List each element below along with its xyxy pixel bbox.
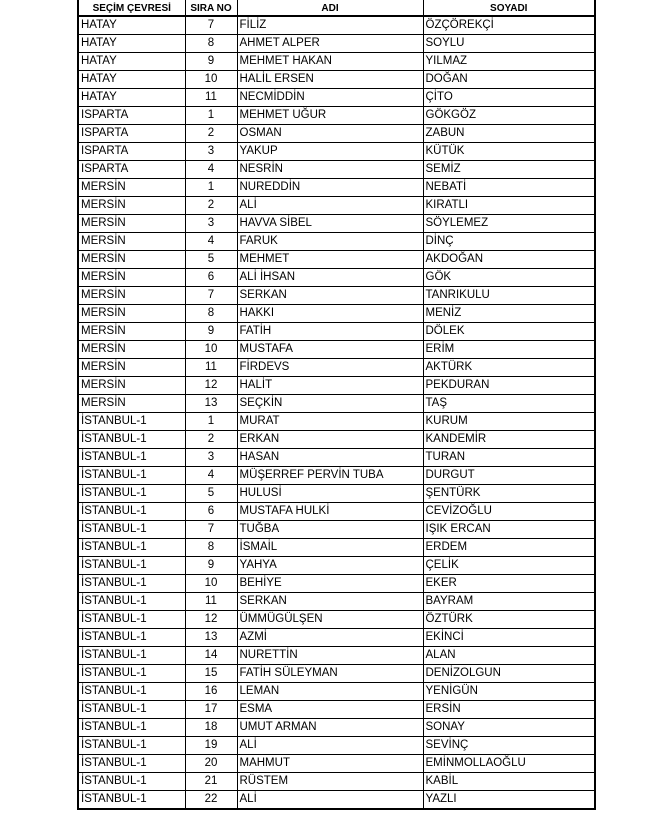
cell-first-name: HALİT xyxy=(237,377,423,395)
table-row xyxy=(78,539,595,557)
cell-order-no: 10 xyxy=(185,575,237,593)
table-row xyxy=(78,719,595,737)
table-row xyxy=(78,413,595,431)
cell-first-name: HAVVA SİBEL xyxy=(237,215,423,233)
cell-surname: TANRIKULU xyxy=(423,287,595,305)
cell-surname: ERİM xyxy=(423,341,595,359)
cell-electoral-district: İSTANBUL-1 xyxy=(78,683,185,701)
cell-electoral-district: HATAY xyxy=(78,71,185,89)
cell-electoral-district: İSTANBUL-1 xyxy=(78,503,185,521)
table-row xyxy=(78,215,595,233)
cell-first-name: LEMAN xyxy=(237,683,423,701)
cell-surname: DÖLEK xyxy=(423,323,595,341)
cell-electoral-district: HATAY xyxy=(78,16,185,35)
cell-surname: BAYRAM xyxy=(423,593,595,611)
cell-order-no: 12 xyxy=(185,611,237,629)
cell-first-name: SERKAN xyxy=(237,593,423,611)
cell-electoral-district: İSTANBUL-1 xyxy=(78,413,185,431)
cell-first-name: ALİ İHSAN xyxy=(237,269,423,287)
cell-order-no: 6 xyxy=(185,269,237,287)
cell-order-no: 20 xyxy=(185,755,237,773)
cell-order-no: 16 xyxy=(185,683,237,701)
cell-electoral-district: MERSİN xyxy=(78,197,185,215)
table-row xyxy=(78,143,595,161)
table-row xyxy=(78,71,595,89)
cell-electoral-district: MERSİN xyxy=(78,305,185,323)
table-row xyxy=(78,89,595,107)
cell-surname: IŞIK ERCAN xyxy=(423,521,595,539)
cell-order-no: 7 xyxy=(185,521,237,539)
cell-electoral-district: İSTANBUL-1 xyxy=(78,557,185,575)
cell-electoral-district: İSTANBUL-1 xyxy=(78,665,185,683)
cell-first-name: İSMAİL xyxy=(237,539,423,557)
cell-surname: ŞENTÜRK xyxy=(423,485,595,503)
cell-electoral-district: MERSİN xyxy=(78,287,185,305)
cell-first-name: TUĞBA xyxy=(237,521,423,539)
header-row xyxy=(78,0,595,16)
table-row xyxy=(78,125,595,143)
cell-order-no: 7 xyxy=(185,16,237,35)
table-row xyxy=(78,503,595,521)
cell-first-name: SERKAN xyxy=(237,287,423,305)
cell-order-no: 7 xyxy=(185,287,237,305)
cell-first-name: NUREDDİN xyxy=(237,179,423,197)
cell-surname: AKDOĞAN xyxy=(423,251,595,269)
cell-first-name: NESRİN xyxy=(237,161,423,179)
cell-order-no: 6 xyxy=(185,503,237,521)
cell-electoral-district: İSTANBUL-1 xyxy=(78,593,185,611)
cell-surname: ERDEM xyxy=(423,539,595,557)
cell-first-name: MEHMET xyxy=(237,251,423,269)
cell-order-no: 21 xyxy=(185,773,237,791)
cell-electoral-district: İSTANBUL-1 xyxy=(78,737,185,755)
header-order-no: SIRA NO xyxy=(185,0,237,16)
table-row xyxy=(78,269,595,287)
cell-first-name: MURAT xyxy=(237,413,423,431)
cell-electoral-district: MERSİN xyxy=(78,251,185,269)
cell-electoral-district: İSTANBUL-1 xyxy=(78,521,185,539)
cell-electoral-district: HATAY xyxy=(78,35,185,53)
cell-first-name: RÜSTEM xyxy=(237,773,423,791)
cell-first-name: HAKKI xyxy=(237,305,423,323)
cell-order-no: 4 xyxy=(185,467,237,485)
cell-surname: ÖZTÜRK xyxy=(423,611,595,629)
table-row xyxy=(78,359,595,377)
cell-electoral-district: MERSİN xyxy=(78,359,185,377)
cell-surname: EMİNMOLLAOĞLU xyxy=(423,755,595,773)
table-row xyxy=(78,611,595,629)
cell-electoral-district: HATAY xyxy=(78,53,185,71)
cell-electoral-district: İSTANBUL-1 xyxy=(78,629,185,647)
table-row xyxy=(78,16,595,35)
cell-order-no: 1 xyxy=(185,107,237,125)
table-row xyxy=(78,485,595,503)
cell-first-name: ÜMMÜGÜLŞEN xyxy=(237,611,423,629)
cell-electoral-district: İSTANBUL-1 xyxy=(78,791,185,810)
cell-surname: NEBATİ xyxy=(423,179,595,197)
cell-first-name: HASAN xyxy=(237,449,423,467)
cell-order-no: 13 xyxy=(185,629,237,647)
cell-first-name: HALİL ERSEN xyxy=(237,71,423,89)
table-row xyxy=(78,593,595,611)
cell-order-no: 11 xyxy=(185,359,237,377)
cell-electoral-district: İSTANBUL-1 xyxy=(78,773,185,791)
table-row xyxy=(78,395,595,413)
cell-surname: KANDEMİR xyxy=(423,431,595,449)
cell-first-name: MEHMET UĞUR xyxy=(237,107,423,125)
cell-order-no: 3 xyxy=(185,143,237,161)
cell-surname: GÖKGÖZ xyxy=(423,107,595,125)
cell-surname: YILMAZ xyxy=(423,53,595,71)
table-row xyxy=(78,341,595,359)
cell-first-name: UMUT ARMAN xyxy=(237,719,423,737)
table-body xyxy=(78,16,595,809)
cell-order-no: 3 xyxy=(185,449,237,467)
table-row xyxy=(78,431,595,449)
cell-order-no: 12 xyxy=(185,377,237,395)
table-row xyxy=(78,35,595,53)
cell-order-no: 10 xyxy=(185,71,237,89)
cell-surname: YENİGÜN xyxy=(423,683,595,701)
cell-order-no: 11 xyxy=(185,89,237,107)
cell-surname: DOĞAN xyxy=(423,71,595,89)
table-row xyxy=(78,323,595,341)
cell-surname: KÜTÜK xyxy=(423,143,595,161)
header-first-name: ADI xyxy=(237,0,423,16)
cell-electoral-district: MERSİN xyxy=(78,323,185,341)
cell-first-name: MAHMUT xyxy=(237,755,423,773)
cell-order-no: 1 xyxy=(185,179,237,197)
cell-order-no: 5 xyxy=(185,485,237,503)
cell-electoral-district: İSTANBUL-1 xyxy=(78,485,185,503)
cell-first-name: MUSTAFA xyxy=(237,341,423,359)
cell-electoral-district: ISPARTA xyxy=(78,107,185,125)
table-row xyxy=(78,737,595,755)
cell-surname: ALAN xyxy=(423,647,595,665)
cell-first-name: MEHMET HAKAN xyxy=(237,53,423,71)
table-row xyxy=(78,305,595,323)
cell-order-no: 9 xyxy=(185,53,237,71)
cell-surname: DENİZOLGUN xyxy=(423,665,595,683)
cell-order-no: 14 xyxy=(185,647,237,665)
table-row xyxy=(78,179,595,197)
table-row xyxy=(78,449,595,467)
cell-first-name: FATİH SÜLEYMAN xyxy=(237,665,423,683)
table-row xyxy=(78,467,595,485)
cell-order-no: 9 xyxy=(185,323,237,341)
cell-order-no: 11 xyxy=(185,593,237,611)
cell-surname: SÖYLEMEZ xyxy=(423,215,595,233)
cell-order-no: 2 xyxy=(185,125,237,143)
cell-surname: TAŞ xyxy=(423,395,595,413)
cell-first-name: BEHİYE xyxy=(237,575,423,593)
cell-surname: PEKDURAN xyxy=(423,377,595,395)
cell-first-name: FİLİZ xyxy=(237,16,423,35)
table-row xyxy=(78,755,595,773)
cell-electoral-district: MERSİN xyxy=(78,215,185,233)
cell-electoral-district: İSTANBUL-1 xyxy=(78,701,185,719)
candidate-list-sheet xyxy=(77,0,594,810)
cell-surname: TURAN xyxy=(423,449,595,467)
cell-first-name: AZMİ xyxy=(237,629,423,647)
cell-surname: AKTÜRK xyxy=(423,359,595,377)
table-row xyxy=(78,647,595,665)
cell-surname: SOYLU xyxy=(423,35,595,53)
cell-surname: KURUM xyxy=(423,413,595,431)
cell-first-name: ALİ xyxy=(237,737,423,755)
cell-electoral-district: İSTANBUL-1 xyxy=(78,449,185,467)
cell-electoral-district: MERSİN xyxy=(78,341,185,359)
cell-first-name: NURETTİN xyxy=(237,647,423,665)
cell-order-no: 2 xyxy=(185,431,237,449)
table-row xyxy=(78,791,595,810)
cell-order-no: 5 xyxy=(185,251,237,269)
cell-surname: EKER xyxy=(423,575,595,593)
header-surname: SOYADI xyxy=(423,0,595,16)
cell-electoral-district: İSTANBUL-1 xyxy=(78,719,185,737)
cell-first-name: AHMET ALPER xyxy=(237,35,423,53)
table-row xyxy=(78,107,595,125)
cell-first-name: YAKUP xyxy=(237,143,423,161)
cell-order-no: 10 xyxy=(185,341,237,359)
cell-order-no: 8 xyxy=(185,35,237,53)
cell-electoral-district: İSTANBUL-1 xyxy=(78,431,185,449)
cell-order-no: 18 xyxy=(185,719,237,737)
cell-order-no: 9 xyxy=(185,557,237,575)
cell-electoral-district: ISPARTA xyxy=(78,161,185,179)
table-row xyxy=(78,377,595,395)
cell-order-no: 1 xyxy=(185,413,237,431)
cell-order-no: 4 xyxy=(185,233,237,251)
cell-first-name: NECMİDDİN xyxy=(237,89,423,107)
cell-electoral-district: MERSİN xyxy=(78,377,185,395)
cell-surname: SONAY xyxy=(423,719,595,737)
header-electoral-district: SEÇİM ÇEVRESİ xyxy=(78,0,185,16)
table-row xyxy=(78,197,595,215)
cell-electoral-district: MERSİN xyxy=(78,395,185,413)
cell-order-no: 19 xyxy=(185,737,237,755)
cell-order-no: 8 xyxy=(185,539,237,557)
cell-surname: YAZLI xyxy=(423,791,595,810)
cell-order-no: 8 xyxy=(185,305,237,323)
cell-first-name: YAHYA xyxy=(237,557,423,575)
table-row xyxy=(78,629,595,647)
cell-first-name: FARUK xyxy=(237,233,423,251)
cell-first-name: FİRDEVS xyxy=(237,359,423,377)
cell-electoral-district: İSTANBUL-1 xyxy=(78,539,185,557)
cell-surname: ÇELİK xyxy=(423,557,595,575)
cell-electoral-district: İSTANBUL-1 xyxy=(78,755,185,773)
cell-electoral-district: MERSİN xyxy=(78,179,185,197)
cell-first-name: HULUSİ xyxy=(237,485,423,503)
cell-surname: ÖZÇÖREKÇİ xyxy=(423,16,595,35)
cell-surname: ERSİN xyxy=(423,701,595,719)
table-row xyxy=(78,665,595,683)
cell-surname: MENİZ xyxy=(423,305,595,323)
table-row xyxy=(78,773,595,791)
cell-order-no: 13 xyxy=(185,395,237,413)
cell-surname: DİNÇ xyxy=(423,233,595,251)
cell-surname: GÖK xyxy=(423,269,595,287)
cell-electoral-district: İSTANBUL-1 xyxy=(78,575,185,593)
cell-first-name: ERKAN xyxy=(237,431,423,449)
cell-order-no: 22 xyxy=(185,791,237,810)
cell-electoral-district: MERSİN xyxy=(78,269,185,287)
cell-surname: KIRATLI xyxy=(423,197,595,215)
cell-first-name: ALİ xyxy=(237,197,423,215)
cell-surname: ÇİTO xyxy=(423,89,595,107)
cell-surname: ZABUN xyxy=(423,125,595,143)
cell-electoral-district: İSTANBUL-1 xyxy=(78,611,185,629)
cell-electoral-district: İSTANBUL-1 xyxy=(78,467,185,485)
table-row xyxy=(78,53,595,71)
cell-first-name: OSMAN xyxy=(237,125,423,143)
table-row xyxy=(78,251,595,269)
cell-first-name: ESMA xyxy=(237,701,423,719)
cell-first-name: MUSTAFA HULKİ xyxy=(237,503,423,521)
cell-surname: DURGUT xyxy=(423,467,595,485)
table-row xyxy=(78,575,595,593)
cell-electoral-district: MERSİN xyxy=(78,233,185,251)
table-row xyxy=(78,557,595,575)
cell-first-name: ALİ xyxy=(237,791,423,810)
cell-electoral-district: İSTANBUL-1 xyxy=(78,647,185,665)
cell-electoral-district: ISPARTA xyxy=(78,143,185,161)
cell-order-no: 15 xyxy=(185,665,237,683)
cell-electoral-district: ISPARTA xyxy=(78,125,185,143)
table-row xyxy=(78,683,595,701)
cell-order-no: 3 xyxy=(185,215,237,233)
cell-surname: CEVİZOĞLU xyxy=(423,503,595,521)
table-row xyxy=(78,701,595,719)
cell-first-name: SEÇKİN xyxy=(237,395,423,413)
cell-surname: KABİL xyxy=(423,773,595,791)
cell-surname: SEMİZ xyxy=(423,161,595,179)
table-row xyxy=(78,287,595,305)
table-row xyxy=(78,161,595,179)
table-row xyxy=(78,233,595,251)
cell-order-no: 17 xyxy=(185,701,237,719)
cell-surname: SEVİNÇ xyxy=(423,737,595,755)
cell-order-no: 2 xyxy=(185,197,237,215)
cell-first-name: FATİH xyxy=(237,323,423,341)
table-row xyxy=(78,521,595,539)
cell-electoral-district: HATAY xyxy=(78,89,185,107)
candidate-table xyxy=(77,0,596,810)
cell-first-name: MÜŞERREF PERVİN TUBA xyxy=(237,467,423,485)
cell-surname: EKİNCİ xyxy=(423,629,595,647)
cell-order-no: 4 xyxy=(185,161,237,179)
